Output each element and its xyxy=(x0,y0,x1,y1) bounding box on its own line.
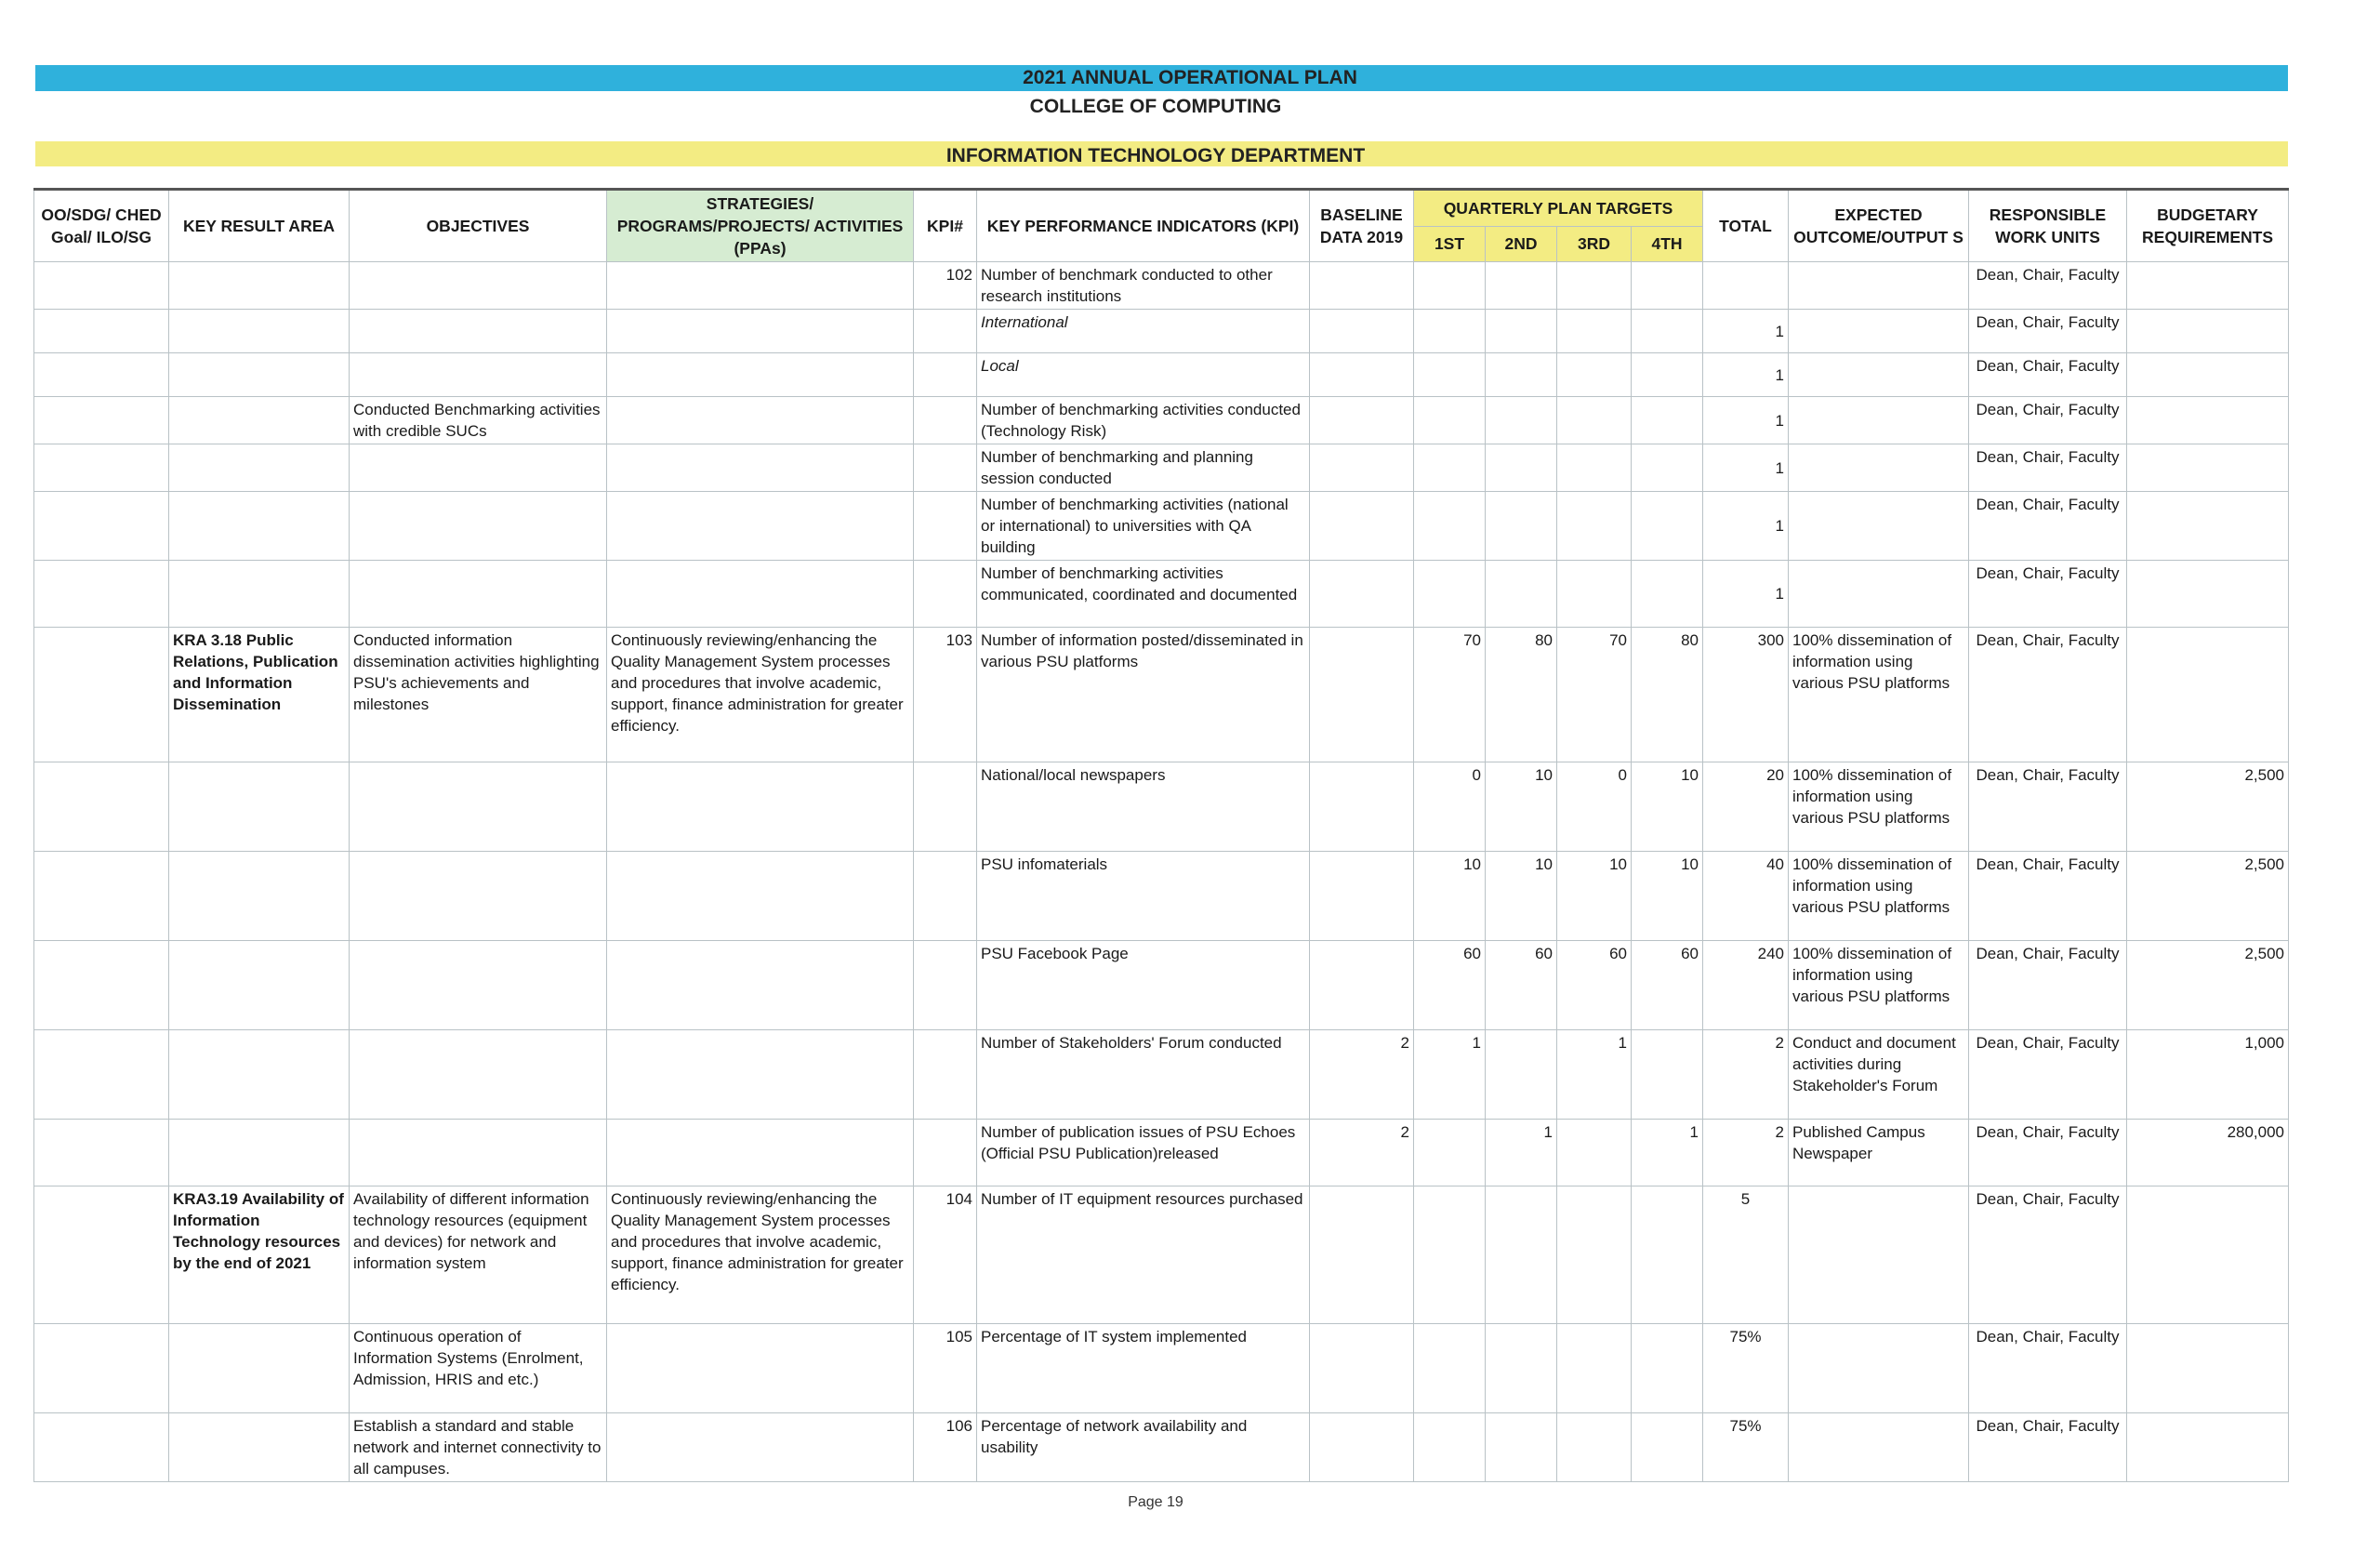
budget-cell xyxy=(2127,310,2289,353)
col-ppas: STRATEGIES/ PROGRAMS/PROJECTS/ ACTIVITIES (PPAs) xyxy=(607,190,914,262)
ppa-cell xyxy=(607,444,914,492)
budget-cell: 1,000 xyxy=(2127,1030,2289,1120)
goal-cell xyxy=(34,262,169,310)
table-row xyxy=(34,262,2289,310)
units-cell: Dean, Chair, Faculty xyxy=(1969,628,2127,762)
q1-cell xyxy=(1414,1324,1486,1413)
col-objectives: OBJECTIVES xyxy=(350,190,607,262)
baseline-cell xyxy=(1310,1324,1414,1413)
col-total: TOTAL xyxy=(1703,190,1789,262)
table-row xyxy=(34,1413,2289,1482)
table-row xyxy=(34,941,2289,1030)
page-number: Page 19 xyxy=(1128,1494,1183,1510)
ppa-cell xyxy=(607,941,914,1030)
ppa-cell xyxy=(607,262,914,310)
units-cell: Dean, Chair, Faculty xyxy=(1969,1324,2127,1413)
department-name: INFORMATION TECHNOLOGY DEPARTMENT xyxy=(945,145,1366,166)
outcome-cell xyxy=(1789,397,1969,444)
ppa-cell xyxy=(607,561,914,628)
units-cell: Dean, Chair, Faculty xyxy=(1969,941,2127,1030)
kra-cell xyxy=(169,492,350,561)
ppa-cell xyxy=(607,1324,914,1413)
kpi-cell: PSU infomaterials xyxy=(977,852,1310,941)
kra-cell xyxy=(169,1120,350,1186)
outcome-cell: 100% dissemination of information using various PSU platforms xyxy=(1789,628,1969,762)
q4-cell xyxy=(1632,1413,1703,1482)
q1-cell xyxy=(1414,561,1486,628)
budget-cell xyxy=(2127,492,2289,561)
q2-cell xyxy=(1486,1413,1557,1482)
total-cell: 1 xyxy=(1703,492,1789,561)
q2-cell xyxy=(1486,353,1557,397)
total-cell: 75% xyxy=(1703,1413,1789,1482)
baseline-cell xyxy=(1310,628,1414,762)
budget-cell xyxy=(2127,1413,2289,1482)
total-cell: 1 xyxy=(1703,561,1789,628)
outcome-cell xyxy=(1789,1186,1969,1324)
objectives-cell xyxy=(350,353,607,397)
kpi-cell: Percentage of network availability and usability xyxy=(977,1413,1310,1482)
kpi-no-cell xyxy=(914,310,977,353)
baseline-cell xyxy=(1310,941,1414,1030)
col-kra: KEY RESULT AREA xyxy=(169,190,350,262)
q4-cell xyxy=(1632,444,1703,492)
ppa-cell xyxy=(607,1413,914,1482)
table-row xyxy=(34,628,2289,762)
objectives-cell: Conducted information dissemination activities highlighting PSU's achievements and milestones xyxy=(350,628,607,762)
baseline-cell xyxy=(1310,397,1414,444)
total-cell: 1 xyxy=(1703,444,1789,492)
kra-cell xyxy=(169,852,350,941)
q4-cell xyxy=(1632,353,1703,397)
q2-cell: 10 xyxy=(1486,852,1557,941)
objectives-cell xyxy=(350,310,607,353)
q3-cell xyxy=(1557,444,1632,492)
goal-cell xyxy=(34,1186,169,1324)
budget-cell xyxy=(2127,628,2289,762)
outcome-cell xyxy=(1789,262,1969,310)
col-quarterly-targets: QUARTERLY PLAN TARGETS xyxy=(1414,190,1703,227)
outcome-cell: 100% dissemination of information using various PSU platforms xyxy=(1789,941,1969,1030)
goal-cell xyxy=(34,1030,169,1120)
outcome-cell: Conduct and document activities during Stakeholder's Forum xyxy=(1789,1030,1969,1120)
col-goal: OO/SDG/ CHED Goal/ ILO/SG xyxy=(34,190,169,262)
ppa-cell xyxy=(607,762,914,852)
baseline-cell xyxy=(1310,262,1414,310)
total-cell: 75% xyxy=(1703,1324,1789,1413)
outcome-cell xyxy=(1789,561,1969,628)
q3-cell: 1 xyxy=(1557,1030,1632,1120)
kra-cell xyxy=(169,353,350,397)
kra-cell xyxy=(169,397,350,444)
objectives-cell xyxy=(350,1030,607,1120)
q4-cell xyxy=(1632,397,1703,444)
q3-cell xyxy=(1557,262,1632,310)
plan-title: 2021 ANNUAL OPERATIONAL PLAN xyxy=(1023,67,1357,88)
units-cell: Dean, Chair, Faculty xyxy=(1969,852,2127,941)
q1-cell: 0 xyxy=(1414,762,1486,852)
baseline-cell xyxy=(1310,444,1414,492)
kra-cell xyxy=(169,444,350,492)
q1-cell xyxy=(1414,397,1486,444)
col-kpi: KEY PERFORMANCE INDICATORS (KPI) xyxy=(977,190,1310,262)
units-cell: Dean, Chair, Faculty xyxy=(1969,492,2127,561)
q2-cell xyxy=(1486,1324,1557,1413)
table-row xyxy=(34,852,2289,941)
budget-cell: 2,500 xyxy=(2127,852,2289,941)
budget-cell xyxy=(2127,1324,2289,1413)
col-kpi-no: KPI# xyxy=(914,190,977,262)
q1-cell xyxy=(1414,1186,1486,1324)
goal-cell xyxy=(34,852,169,941)
kpi-cell: Number of benchmarking activities conducted (Technology Risk) xyxy=(977,397,1310,444)
units-cell: Dean, Chair, Faculty xyxy=(1969,444,2127,492)
q2-cell xyxy=(1486,310,1557,353)
q1-cell xyxy=(1414,492,1486,561)
q2-cell xyxy=(1486,1030,1557,1120)
goal-cell xyxy=(34,561,169,628)
q1-cell xyxy=(1414,310,1486,353)
objectives-cell: Availability of different information technology resources (equipment and devices) for network and information system xyxy=(350,1186,607,1324)
q3-cell: 70 xyxy=(1557,628,1632,762)
outcome-cell: 100% dissemination of information using various PSU platforms xyxy=(1789,852,1969,941)
ppa-cell: Continuously reviewing/enhancing the Quality Management System processes and procedures that involve academic, support, finance administration for greater efficiency. xyxy=(607,1186,914,1324)
kra-cell: KRA 3.18 Public Relations, Publication and Information Dissemination xyxy=(169,628,350,762)
objectives-cell xyxy=(350,762,607,852)
baseline-cell xyxy=(1310,1186,1414,1324)
goal-cell xyxy=(34,310,169,353)
q2-cell: 10 xyxy=(1486,762,1557,852)
college-name: COLLEGE OF COMPUTING xyxy=(1029,96,1282,117)
kpi-cell: Percentage of IT system implemented xyxy=(977,1324,1310,1413)
outcome-cell: 100% dissemination of information using various PSU platforms xyxy=(1789,762,1969,852)
q3-cell xyxy=(1557,397,1632,444)
budget-cell xyxy=(2127,444,2289,492)
goal-cell xyxy=(34,941,169,1030)
goal-cell xyxy=(34,397,169,444)
baseline-cell xyxy=(1310,310,1414,353)
q2-cell xyxy=(1486,492,1557,561)
units-cell: Dean, Chair, Faculty xyxy=(1969,397,2127,444)
q3-cell xyxy=(1557,1413,1632,1482)
goal-cell xyxy=(34,1413,169,1482)
baseline-cell xyxy=(1310,1413,1414,1482)
q3-cell xyxy=(1557,1120,1632,1186)
q2-cell xyxy=(1486,1186,1557,1324)
q1-cell xyxy=(1414,1120,1486,1186)
q1-cell xyxy=(1414,1413,1486,1482)
q1-cell: 60 xyxy=(1414,941,1486,1030)
q2-cell: 1 xyxy=(1486,1120,1557,1186)
q3-cell: 60 xyxy=(1557,941,1632,1030)
ppa-cell xyxy=(607,852,914,941)
table-row xyxy=(34,762,2289,852)
kpi-cell: Number of IT equipment resources purchased xyxy=(977,1186,1310,1324)
baseline-cell xyxy=(1310,561,1414,628)
q4-cell xyxy=(1632,492,1703,561)
kra-cell xyxy=(169,1324,350,1413)
col-q4: 4TH xyxy=(1632,226,1703,261)
q4-cell xyxy=(1632,561,1703,628)
kpi-no-cell xyxy=(914,444,977,492)
q4-cell: 1 xyxy=(1632,1120,1703,1186)
ppa-cell xyxy=(607,1120,914,1186)
table-row xyxy=(34,310,2289,353)
kpi-no-cell: 104 xyxy=(914,1186,977,1324)
goal-cell xyxy=(34,353,169,397)
goal-cell xyxy=(34,1120,169,1186)
ppa-cell xyxy=(607,397,914,444)
goal-cell xyxy=(34,1324,169,1413)
col-units: RESPONSIBLE WORK UNITS xyxy=(1969,190,2127,262)
objectives-cell xyxy=(350,444,607,492)
q3-cell xyxy=(1557,310,1632,353)
total-cell: 240 xyxy=(1703,941,1789,1030)
col-q1: 1ST xyxy=(1414,226,1486,261)
table-row xyxy=(34,444,2289,492)
q1-cell xyxy=(1414,353,1486,397)
q4-cell: 80 xyxy=(1632,628,1703,762)
objectives-cell xyxy=(350,1120,607,1186)
kpi-cell: International xyxy=(977,310,1310,353)
kpi-no-cell: 102 xyxy=(914,262,977,310)
outcome-cell xyxy=(1789,1324,1969,1413)
budget-cell: 2,500 xyxy=(2127,762,2289,852)
goal-cell xyxy=(34,492,169,561)
q2-cell xyxy=(1486,262,1557,310)
kpi-no-cell xyxy=(914,1030,977,1120)
units-cell: Dean, Chair, Faculty xyxy=(1969,310,2127,353)
table-row xyxy=(34,1324,2289,1413)
q4-cell xyxy=(1632,262,1703,310)
table-row xyxy=(34,1030,2289,1120)
q4-cell xyxy=(1632,1324,1703,1413)
baseline-cell xyxy=(1310,762,1414,852)
objectives-cell: Establish a standard and stable network and internet connectivity to all campuses. xyxy=(350,1413,607,1482)
total-cell: 40 xyxy=(1703,852,1789,941)
q1-cell: 1 xyxy=(1414,1030,1486,1120)
table-row xyxy=(34,1120,2289,1186)
total-cell: 2 xyxy=(1703,1030,1789,1120)
goal-cell xyxy=(34,762,169,852)
q3-cell: 10 xyxy=(1557,852,1632,941)
total-cell: 300 xyxy=(1703,628,1789,762)
header-row xyxy=(34,190,2289,227)
budget-cell xyxy=(2127,561,2289,628)
units-cell: Dean, Chair, Faculty xyxy=(1969,762,2127,852)
units-cell: Dean, Chair, Faculty xyxy=(1969,1030,2127,1120)
kpi-no-cell xyxy=(914,762,977,852)
q2-cell: 60 xyxy=(1486,941,1557,1030)
kpi-no-cell: 105 xyxy=(914,1324,977,1413)
q2-cell xyxy=(1486,397,1557,444)
ppa-cell: Continuously reviewing/enhancing the Quality Management System processes and procedures that involve academic, support, finance administration for greater efficiency. xyxy=(607,628,914,762)
kra-cell xyxy=(169,1413,350,1482)
outcome-cell xyxy=(1789,1413,1969,1482)
kra-cell xyxy=(169,762,350,852)
objectives-cell xyxy=(350,852,607,941)
table-row xyxy=(34,561,2289,628)
budget-cell xyxy=(2127,1186,2289,1324)
kpi-cell: PSU Facebook Page xyxy=(977,941,1310,1030)
q1-cell: 70 xyxy=(1414,628,1486,762)
table-row xyxy=(34,353,2289,397)
budget-cell xyxy=(2127,397,2289,444)
kpi-no-cell xyxy=(914,353,977,397)
q3-cell xyxy=(1557,561,1632,628)
operational-plan-table xyxy=(33,188,2289,1482)
kpi-no-cell xyxy=(914,941,977,1030)
col-budget: BUDGETARY REQUIREMENTS xyxy=(2127,190,2289,262)
outcome-cell: Published Campus Newspaper xyxy=(1789,1120,1969,1186)
q4-cell: 10 xyxy=(1632,762,1703,852)
q1-cell xyxy=(1414,444,1486,492)
kpi-cell: National/local newspapers xyxy=(977,762,1310,852)
kpi-no-cell xyxy=(914,492,977,561)
kpi-cell: Local xyxy=(977,353,1310,397)
units-cell: Dean, Chair, Faculty xyxy=(1969,262,2127,310)
objectives-cell xyxy=(350,561,607,628)
kra-cell xyxy=(169,1030,350,1120)
q2-cell: 80 xyxy=(1486,628,1557,762)
units-cell: Dean, Chair, Faculty xyxy=(1969,561,2127,628)
baseline-cell: 2 xyxy=(1310,1120,1414,1186)
goal-cell xyxy=(34,628,169,762)
table-row xyxy=(34,397,2289,444)
ppa-cell xyxy=(607,1030,914,1120)
objectives-cell: Conducted Benchmarking activities with credible SUCs xyxy=(350,397,607,444)
units-cell: Dean, Chair, Faculty xyxy=(1969,1413,2127,1482)
total-cell xyxy=(1703,262,1789,310)
table-row xyxy=(34,492,2289,561)
outcome-cell xyxy=(1789,353,1969,397)
kpi-no-cell xyxy=(914,397,977,444)
total-cell: 5 xyxy=(1703,1186,1789,1324)
outcome-cell xyxy=(1789,310,1969,353)
kpi-cell: Number of benchmarking activities (national or international) to universities with QA building xyxy=(977,492,1310,561)
kpi-no-cell: 106 xyxy=(914,1413,977,1482)
kpi-cell: Number of benchmarking and planning session conducted xyxy=(977,444,1310,492)
ppa-cell xyxy=(607,310,914,353)
total-cell: 1 xyxy=(1703,310,1789,353)
baseline-cell xyxy=(1310,353,1414,397)
kra-cell xyxy=(169,310,350,353)
q3-cell xyxy=(1557,1186,1632,1324)
goal-cell xyxy=(34,444,169,492)
units-cell: Dean, Chair, Faculty xyxy=(1969,1186,2127,1324)
q3-cell: 0 xyxy=(1557,762,1632,852)
kra-cell xyxy=(169,561,350,628)
baseline-cell: 2 xyxy=(1310,1030,1414,1120)
kra-cell xyxy=(169,262,350,310)
q1-cell: 10 xyxy=(1414,852,1486,941)
kpi-no-cell xyxy=(914,561,977,628)
baseline-cell xyxy=(1310,852,1414,941)
total-cell: 2 xyxy=(1703,1120,1789,1186)
budget-cell: 2,500 xyxy=(2127,941,2289,1030)
kpi-cell: Number of information posted/disseminated in various PSU platforms xyxy=(977,628,1310,762)
col-outcome: EXPECTED OUTCOME/OUTPUT S xyxy=(1789,190,1969,262)
q3-cell xyxy=(1557,492,1632,561)
kra-cell xyxy=(169,941,350,1030)
ppa-cell xyxy=(607,492,914,561)
objectives-cell xyxy=(350,941,607,1030)
q1-cell xyxy=(1414,262,1486,310)
kpi-cell: Number of benchmark conducted to other research institutions xyxy=(977,262,1310,310)
kpi-no-cell xyxy=(914,852,977,941)
q3-cell xyxy=(1557,353,1632,397)
units-cell: Dean, Chair, Faculty xyxy=(1969,353,2127,397)
col-baseline: BASELINE DATA 2019 xyxy=(1310,190,1414,262)
kpi-no-cell xyxy=(914,1120,977,1186)
q3-cell xyxy=(1557,1324,1632,1413)
baseline-cell xyxy=(1310,492,1414,561)
col-q2: 2ND xyxy=(1486,226,1557,261)
kpi-no-cell: 103 xyxy=(914,628,977,762)
budget-cell: 280,000 xyxy=(2127,1120,2289,1186)
kpi-cell: Number of Stakeholders' Forum conducted xyxy=(977,1030,1310,1120)
q2-cell xyxy=(1486,561,1557,628)
kpi-cell: Number of benchmarking activities communicated, coordinated and documented xyxy=(977,561,1310,628)
q4-cell xyxy=(1632,1186,1703,1324)
units-cell: Dean, Chair, Faculty xyxy=(1969,1120,2127,1186)
q4-cell xyxy=(1632,1030,1703,1120)
objectives-cell: Continuous operation of Information Systems (Enrolment, Admission, HRIS and etc.) xyxy=(350,1324,607,1413)
total-cell: 1 xyxy=(1703,397,1789,444)
objectives-cell xyxy=(350,262,607,310)
q2-cell xyxy=(1486,444,1557,492)
q4-cell: 60 xyxy=(1632,941,1703,1030)
kpi-cell: Number of publication issues of PSU Echoes (Official PSU Publication)released xyxy=(977,1120,1310,1186)
q4-cell xyxy=(1632,310,1703,353)
budget-cell xyxy=(2127,262,2289,310)
objectives-cell xyxy=(350,492,607,561)
table-row xyxy=(34,1186,2289,1324)
total-cell: 1 xyxy=(1703,353,1789,397)
budget-cell xyxy=(2127,353,2289,397)
col-q3: 3RD xyxy=(1557,226,1632,261)
outcome-cell xyxy=(1789,444,1969,492)
kra-cell: KRA3.19 Availability of Information Technology resources by the end of 2021 xyxy=(169,1186,350,1324)
total-cell: 20 xyxy=(1703,762,1789,852)
outcome-cell xyxy=(1789,492,1969,561)
ppa-cell xyxy=(607,353,914,397)
q4-cell: 10 xyxy=(1632,852,1703,941)
